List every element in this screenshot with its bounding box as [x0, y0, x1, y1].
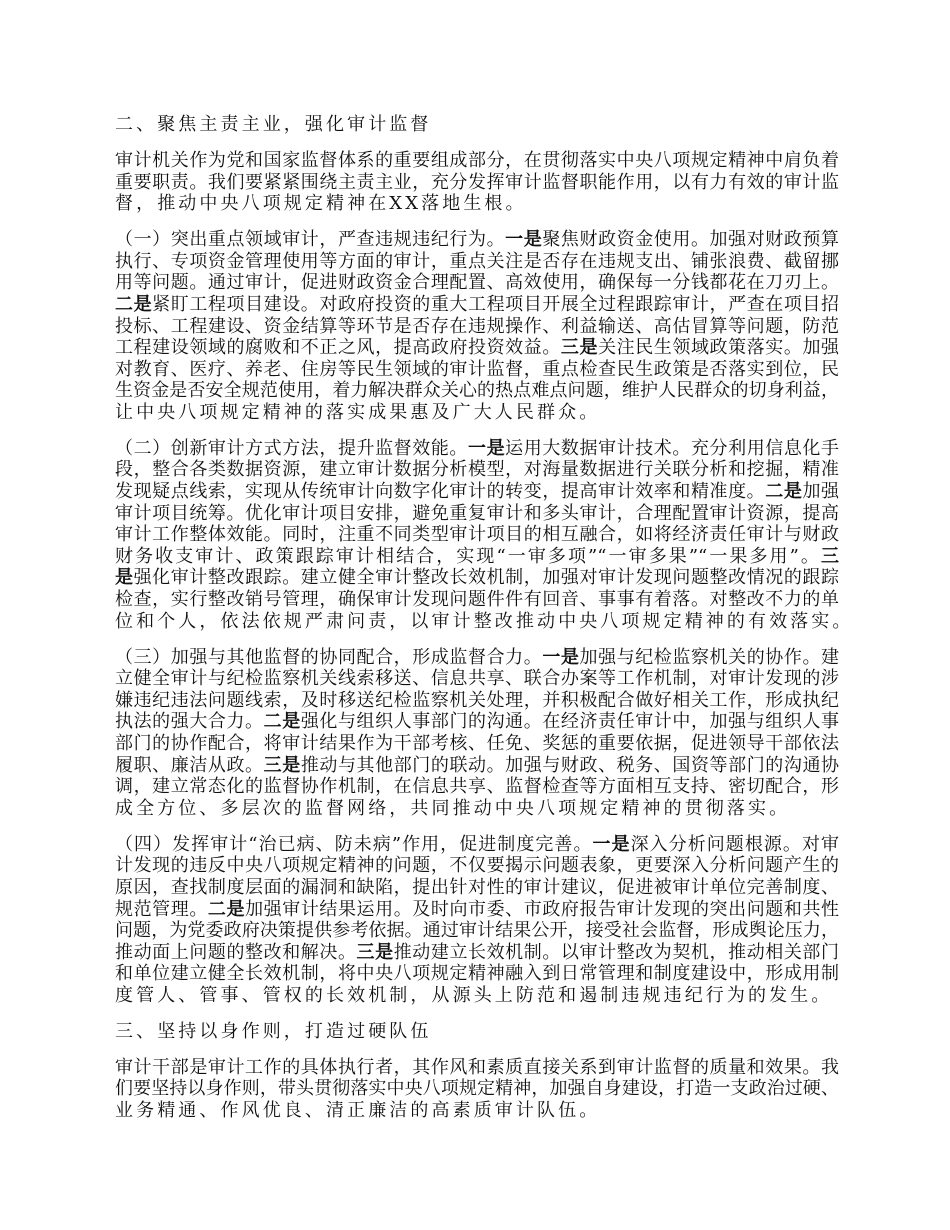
text-line: [115, 855, 839, 877]
paragraph: [115, 150, 839, 215]
text-line: [115, 776, 839, 798]
text-run: 规范管理。: [115, 898, 208, 920]
text-line: [115, 503, 839, 525]
text-run: 二、聚焦主责主业，强化审计监督: [115, 114, 432, 135]
text-line: [115, 1100, 839, 1122]
text-run: 执行、专项资金管理使用等方面的审计，重点关注是否存在违规支出、铺张浪费、截留挪: [115, 250, 839, 272]
text-line: [115, 589, 839, 611]
text-line: [115, 316, 839, 338]
text-run: 成全方位、多层次的监督网络，共同推动中央八项规定精神的贯彻落实。: [115, 797, 791, 819]
text-run: 履职、廉洁从政。: [115, 754, 264, 776]
text-line: [115, 985, 839, 1007]
text-run: 加强审计结果运用。及时向市委、市政府报告审计发现的突出问题和共性: [245, 898, 840, 920]
text-run: 立健全审计与纪检监察机关线索移送、信息共享、联合办案等工作机制，对审计发现的涉: [115, 668, 839, 690]
text-run: 用等问题。通过审计，促进财政资金合理配置、高效使用，确保每一分钱都花在刀刃上。: [115, 272, 839, 294]
emphasis-text: 二是: [115, 293, 153, 315]
text-run: 聚焦财政资金使用。加强对财政预算: [542, 229, 840, 251]
section-heading: [115, 1021, 839, 1043]
text-run: 加强: [802, 481, 840, 503]
text-line: [115, 942, 839, 964]
section-heading: [115, 114, 839, 136]
emphasis-text: 一是: [542, 646, 580, 668]
text-line: [115, 524, 839, 546]
text-line: [115, 567, 839, 589]
text-run: 加强与纪检监察机关的协作。建: [579, 646, 840, 668]
text-run: 部门的协作配合，将审计结果作为干部考核、任免、奖惩的重要依据，促进领导干部依法: [115, 733, 839, 754]
text-run: 财务收支审计、政策跟踪审计相结合，实现“一审多项”“一审多果”“一果多用”。: [115, 545, 821, 567]
text-run: 紧盯工程项目建设。对政府投资的重大工程项目开展全过程跟踪审计，严查在项目招: [152, 293, 840, 315]
emphasis-text: 一是: [592, 833, 631, 855]
text-run: 审计项目统筹。优化审计项目安排，避免重复审计和多头审计，合理配置审计资源，提高: [115, 502, 839, 524]
text-line: [115, 1078, 839, 1100]
text-line: [115, 294, 839, 316]
text-run: （一）突出重点领域审计，严查违规违纪行为。: [115, 229, 506, 251]
emphasis-text: 三: [821, 545, 839, 567]
text-run: （四）发挥审计“治已病、防未病”作用，促进制度完善。: [115, 833, 593, 855]
text-run: 和单位建立健全长效机制，将中央八项规定精神融入到日常管理和制度建设中，形成用制: [115, 963, 839, 985]
text-line: [115, 647, 839, 669]
emphasis-text: 二是: [263, 711, 301, 733]
text-line: [115, 438, 839, 460]
text-line: [115, 711, 839, 733]
text-line: [115, 1021, 839, 1043]
paragraph: [115, 834, 839, 1007]
text-line: [115, 920, 839, 942]
text-run: 让中央八项规定精神的落实成果惠及广大人民群众。: [115, 401, 601, 423]
paragraph: [115, 1057, 839, 1122]
text-run: 调，建立常态化的监督协作机制，在信息共享、监督检查等方面相互支持、密切配合，形: [115, 776, 839, 798]
text-run: 嫌违纪违法问题线索，及时移送纪检监察机关处理，并积极配合做好相关工作，形成执纪: [115, 689, 839, 711]
text-line: [115, 150, 839, 172]
paragraph: [115, 437, 854, 632]
text-line: [115, 546, 839, 568]
emphasis-text: 一是: [468, 437, 506, 459]
text-line: [115, 668, 839, 690]
text-run: （三）加强与其他监督的协同配合，形成监督合力。: [115, 646, 543, 668]
text-run: 审计工作整体效能。同时，注重不同类型审计项目的相互融合，如将经济责任审计与财政: [115, 524, 839, 546]
emphasis-text: 二是: [207, 898, 246, 920]
text-line: [115, 733, 839, 755]
text-line: [115, 359, 839, 381]
text-run: （二）创新审计方式方法，提升监督效能。: [115, 437, 468, 459]
text-line: [115, 114, 839, 136]
text-run: 强化审计整改跟踪。建立健全审计整改长效机制，加强对审计发现问题整改情况的跟踪: [133, 567, 840, 589]
text-run: 推动与其他部门的联动。加强与财政、税务、国资等部门的沟通协: [300, 754, 840, 776]
text-line: [115, 963, 839, 985]
text-line: [115, 610, 854, 633]
text-run: 重要职责。我们要紧紧围绕主责主业，充分发挥审计监督职能作用，以有力有效的审计监: [115, 171, 839, 193]
text-run: 审计机关作为党和国家监督体系的重要组成部分，在贯彻落实中央八项规定精神中肩负着: [115, 149, 839, 171]
text-line: [115, 899, 839, 921]
text-run: 业务精通、作风优良、清正廉洁的高素质审计队伍。: [115, 1100, 601, 1122]
text-line: [115, 380, 839, 402]
text-run: 执法的强大合力。: [115, 711, 264, 733]
text-run: 工程建设领域的腐败和不正之风，提高政府投资效益。: [115, 337, 561, 359]
text-run: 们要坚持以身作则，带头贯彻落实中央八项规定精神，加强自身建设，打造一支政治过硬、: [115, 1078, 839, 1100]
text-line: [115, 798, 839, 820]
text-run: 生资金是否安全规范使用，着力解决群众关心的热点难点问题，维护人民群众的切身利益，: [115, 380, 839, 402]
text-run: 深入分析问题根源。对审: [630, 833, 840, 855]
text-run: 问题，为党委政府决策提供参考依据。通过审计结果公开，接受社会监督，形成舆论压力，: [115, 920, 839, 942]
text-line: [115, 877, 839, 899]
paragraph: [115, 647, 839, 820]
text-line: [115, 172, 839, 194]
text-run: 原因，查找制度层面的漏洞和缺陷，提出针对性的审计建议，促进被审计单位完善制度、: [115, 876, 839, 898]
text-run: 三、坚持以身作则，打造过硬队伍: [115, 1020, 432, 1042]
text-line: [115, 402, 839, 424]
text-line: [115, 272, 839, 294]
text-run: 对教育、医疗、养老、住房等民生领域的审计监督，重点检查民生政策是否落实到位，民: [115, 358, 839, 380]
text-line: [115, 251, 839, 273]
paragraph: [115, 229, 839, 423]
text-line: [115, 755, 839, 777]
text-run: 推动面上问题的整改和解决。: [115, 941, 357, 963]
text-run: 发现疑点线索，实现从传统审计向数字化审计的转变，提高审计效率和精准度。: [115, 481, 766, 503]
text-run: 段，整合各类数据资源，建立审计数据分析模型，对海量数据进行关联分析和挖掘，精准: [115, 459, 839, 481]
text-run: 度管人、管事、管权的长效机制，从源头上防范和遏制违规违纪行为的发生。: [115, 984, 833, 1006]
document-body: [115, 114, 854, 1136]
text-run: 运用大数据审计技术。充分利用信息化手: [505, 437, 840, 459]
text-line: [115, 1057, 839, 1079]
text-line: [115, 481, 839, 503]
text-run: 计发现的违反中央八项规定精神的问题，不仅要揭示问题表象，更要深入分析问题产生的: [115, 855, 839, 877]
text-line: [115, 229, 839, 251]
emphasis-text: 一是: [505, 229, 543, 251]
text-run: 投标、工程建设、资金结算等环节是否存在违规操作、利益输送、高估冒算等问题，防范: [115, 315, 839, 337]
text-run: 推动建立长效机制。以审计整改为契机，推动相关部门: [393, 941, 840, 963]
text-run: 检查，实行整改销号管理，确保审计发现问题件件有回音、事事有着落。对整改不力的单: [115, 589, 839, 611]
emphasis-text: 二是: [765, 481, 803, 503]
text-run: 督，推动中央八项规定精神在XX落地生根。: [115, 193, 527, 215]
emphasis-text: 是: [115, 567, 134, 589]
text-line: [115, 459, 839, 481]
text-line: [115, 690, 839, 712]
text-line: [115, 337, 839, 359]
text-run: 关注民生领域政策落实。加强: [598, 337, 840, 359]
text-run: 审计干部是审计工作的具体执行者，其作风和素质直接关系到审计监督的质量和效果。我: [115, 1056, 839, 1078]
emphasis-text: 三是: [356, 941, 394, 963]
text-line: [115, 193, 839, 215]
text-line: [115, 834, 839, 856]
emphasis-text: 三是: [263, 754, 301, 776]
text-run: 强化与组织人事部门的沟通。在经济责任审计中，加强与组织人事: [300, 711, 840, 733]
emphasis-text: 三是: [560, 337, 599, 359]
text-run: 位和个人，依法依规严肃问责，以审计整改推动中央八项规定精神的有效落实。: [115, 610, 854, 632]
